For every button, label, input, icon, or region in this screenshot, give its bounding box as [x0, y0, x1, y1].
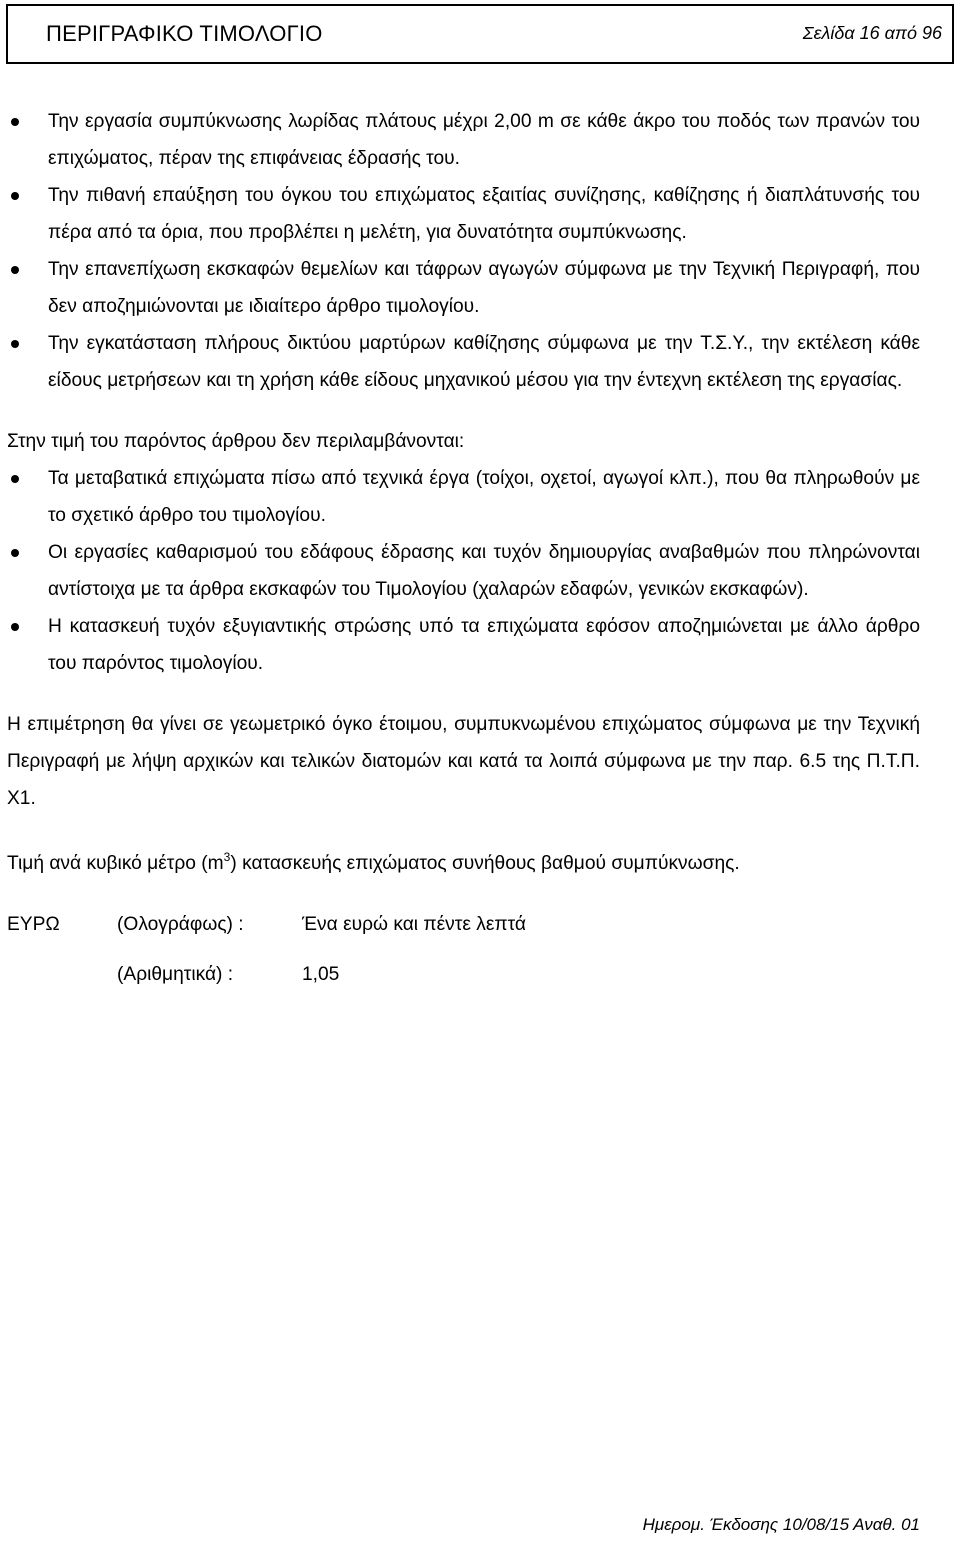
bullet-icon	[11, 118, 19, 126]
bullet-icon	[11, 192, 19, 200]
bullet-icon	[11, 266, 19, 274]
price-words-value: Ένα ευρώ και πέντε λεπτά	[302, 914, 527, 935]
list-item: Τα μεταβατικά επιχώματα πίσω από τεχνικά έργα (τοίχοι, οχετοί, αγωγοί κλπ.), που θα πληρωθούν με το σχετικό άρθρο του τιμολογίου.	[7, 460, 920, 534]
price-words-row	[7, 906, 920, 943]
document-title: ΠΕΡΙΓΡΑΦΙΚΟ ΤΙΜΟΛΟΓΙΟ	[46, 21, 323, 46]
included-items-list	[7, 103, 920, 399]
list-item: Την εργασία συμπύκνωσης λωρίδας πλάτους μέχρι 2,00 m σε κάθε άκρο του ποδός των πρανών του επιχώματος, πέραν της επιφάνειας έδρασής του.	[7, 103, 920, 177]
unit-price-description: Τιμή ανά κυβικό μέτρο $(m^3)$ κατασκευής επιχώματος συνήθους βαθμού συμπύκνωσης.	[7, 850, 740, 874]
list-item: Την εγκατάσταση πλήρους δικτύου μαρτύρων καθίζησης σύμφωνα με την Τ.Σ.Υ., την εκτέλεση κάθε είδους μετρήσεων και τη χρήση κάθε είδους μηχανικού μέσου για την έντεχνη εκτέλεση της εργασίας.	[7, 325, 920, 399]
price-words-label: (Ολογράφως) :	[117, 914, 244, 935]
page-header	[6, 4, 954, 64]
bullet-icon	[11, 475, 19, 483]
price-numeric-value: 1,05	[302, 964, 340, 985]
price-numeric-label: (Αριθμητικά) :	[117, 964, 234, 985]
list-item: Οι εργασίες καθαρισμού του εδάφους έδρασης και τυχόν δημιουργίας αναβαθμών που πληρώνονται αντίστοιχα με τα άρθρα εκσκαφών του Τιμολογίου (χαλαρών εδαφών, γενικών εκσκαφών).	[7, 534, 920, 608]
price-numeric-row	[7, 956, 920, 993]
list-item: Την επανεπίχωση εκσκαφών θεμελίων και τάφρων αγωγών σύμφωνα με την Τεχνική Περιγραφή, που δεν αποζημιώνονται με ιδιαίτερο άρθρο τιμολογίου.	[7, 251, 920, 325]
currency-label: ΕΥΡΩ	[7, 914, 60, 935]
list-item: Η κατασκευή τυχόν εξυγιαντικής στρώσης υπό τα επιχώματα εφόσον αποζημιώνεται με άλλο άρθρο του παρόντος τιμολογίου.	[7, 608, 920, 682]
bullet-icon	[11, 549, 19, 557]
page-number: Σελίδα 16 από 96	[802, 23, 942, 43]
measurement-paragraph: Η επιμέτρηση θα γίνει σε γεωμετρικό όγκο έτοιμου, συμπυκνωμένου επιχώματος σύμφωνα με την Τεχνική Περιγραφή με λήψη αρχικών και τελικών διατομών και κατά τα λοιπά σύμφωνα με την παρ. 6.5 της Π.Τ.Π. Χ1.	[7, 714, 920, 809]
bullet-icon	[11, 340, 19, 348]
excluded-items-list	[7, 460, 920, 682]
document-body	[7, 103, 920, 993]
page-footer: Ημερομ. Έκδοσης 10/08/15 Αναθ. 01	[642, 1515, 920, 1534]
not-included-heading: Στην τιμή του παρόντος άρθρου δεν περιλαμβάνονται:	[7, 431, 465, 452]
list-item: Την πιθανή επαύξηση του όγκου του επιχώματος εξαιτίας συνίζησης, καθίζησης ή διαπλάτυνσής του πέρα από τα όρια, που προβλέπει η μελέτη, για δυνατότητα συμπύκνωσης.	[7, 177, 920, 251]
bullet-icon	[11, 623, 19, 631]
